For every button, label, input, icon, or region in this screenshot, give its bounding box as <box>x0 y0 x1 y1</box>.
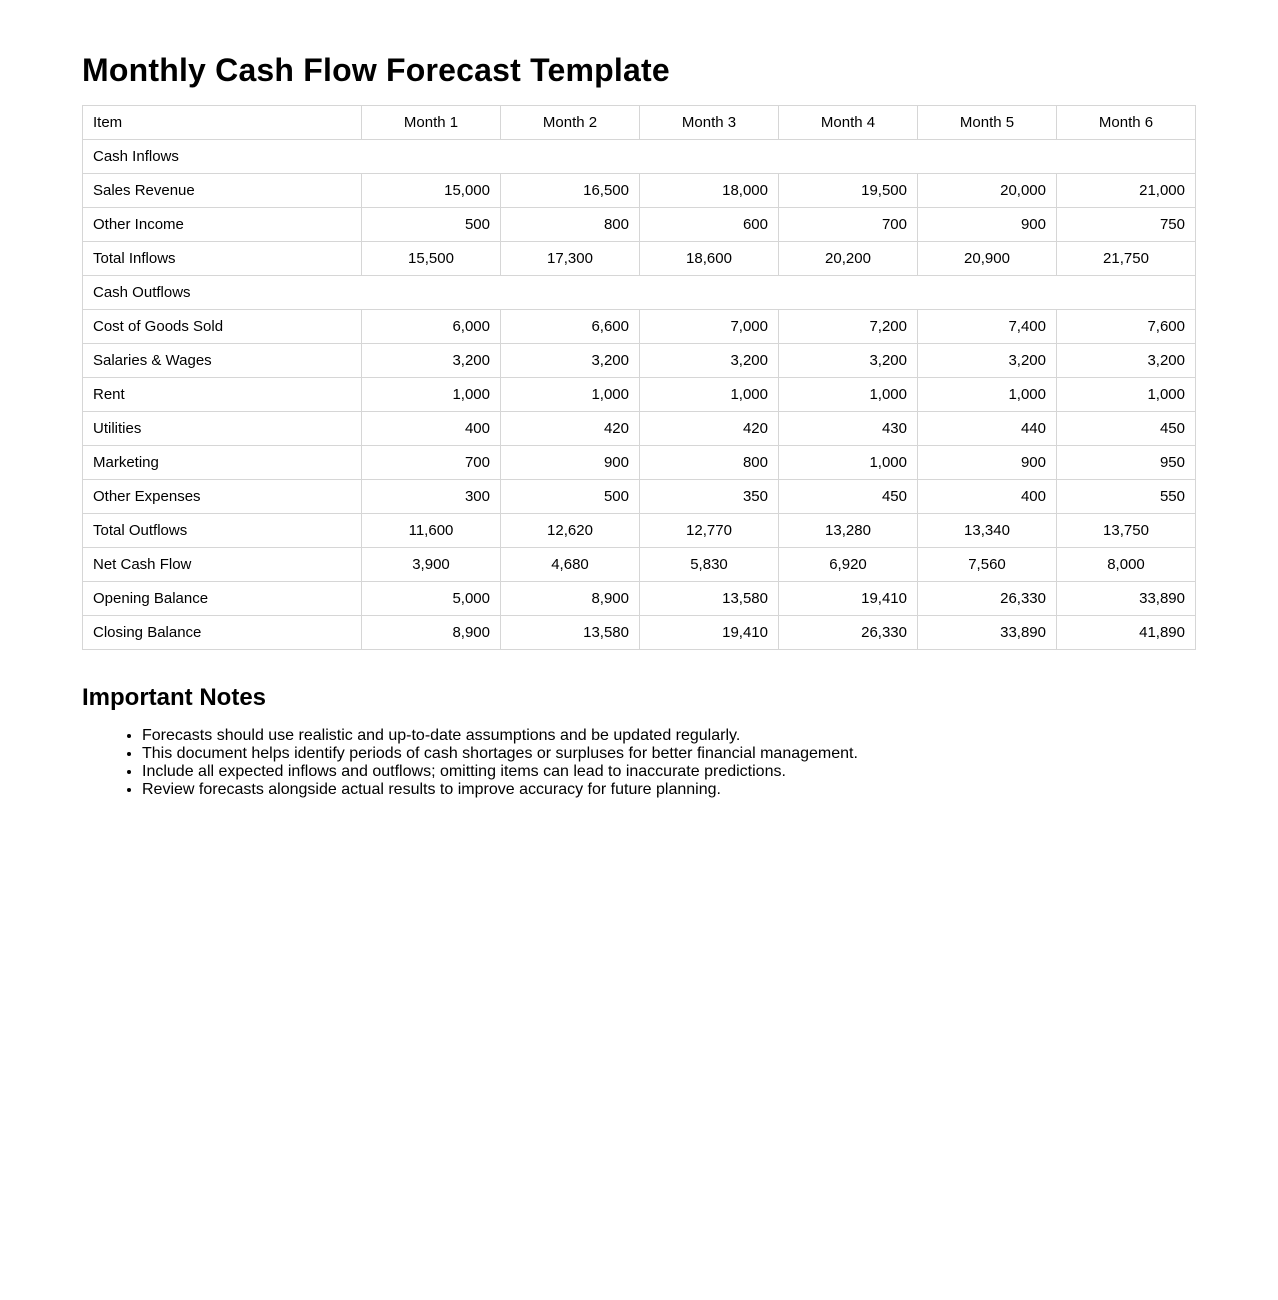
table-row <box>83 378 1196 412</box>
cell-month-3: 800 <box>640 446 779 480</box>
notes-list <box>82 727 1196 799</box>
note-item: • Forecasts should use realistic and up-to-date assumptions and be updated regularly. <box>142 727 1196 745</box>
cell-month-3: 13,580 <box>640 582 779 616</box>
section-label: Cash Inflows <box>83 140 1196 174</box>
row-label: Sales Revenue <box>83 174 362 208</box>
cell-month-2: 800 <box>501 208 640 242</box>
cell-month-5: 440 <box>918 412 1057 446</box>
cell-month-2: 8,900 <box>501 582 640 616</box>
cell-month-1: 700 <box>362 446 501 480</box>
row-label: Total Outflows <box>83 514 362 548</box>
cell-month-3: 19,410 <box>640 616 779 650</box>
cell-month-4: 1,000 <box>779 378 918 412</box>
cell-month-3: 18,600 <box>640 242 779 276</box>
cell-month-3: 5,830 <box>640 548 779 582</box>
cell-month-6: 41,890 <box>1057 616 1196 650</box>
cell-month-2: 4,680 <box>501 548 640 582</box>
cell-month-4: 430 <box>779 412 918 446</box>
document-page <box>82 0 1196 799</box>
section-row <box>83 140 1196 174</box>
cell-month-4: 3,200 <box>779 344 918 378</box>
column-header-month-4: Month 4 <box>779 106 918 140</box>
cell-month-6: 3,200 <box>1057 344 1196 378</box>
cell-month-4: 19,500 <box>779 174 918 208</box>
cell-month-6: 550 <box>1057 480 1196 514</box>
table-row <box>83 208 1196 242</box>
cell-month-6: 21,000 <box>1057 174 1196 208</box>
cell-month-1: 11,600 <box>362 514 501 548</box>
column-header-month-5: Month 5 <box>918 106 1057 140</box>
cell-month-1: 5,000 <box>362 582 501 616</box>
column-header-item: Item <box>83 106 362 140</box>
cell-month-6: 21,750 <box>1057 242 1196 276</box>
cell-month-3: 350 <box>640 480 779 514</box>
cell-month-1: 15,000 <box>362 174 501 208</box>
cell-month-5: 900 <box>918 446 1057 480</box>
cell-month-5: 1,000 <box>918 378 1057 412</box>
cell-month-3: 600 <box>640 208 779 242</box>
cell-month-1: 400 <box>362 412 501 446</box>
cell-month-4: 13,280 <box>779 514 918 548</box>
table-row <box>83 174 1196 208</box>
cell-month-2: 500 <box>501 480 640 514</box>
table-row <box>83 514 1196 548</box>
column-header-month-6: Month 6 <box>1057 106 1196 140</box>
table-row <box>83 242 1196 276</box>
cell-month-6: 8,000 <box>1057 548 1196 582</box>
table-row <box>83 548 1196 582</box>
table-row <box>83 446 1196 480</box>
cell-month-6: 1,000 <box>1057 378 1196 412</box>
column-header-month-2: Month 2 <box>501 106 640 140</box>
cell-month-2: 3,200 <box>501 344 640 378</box>
cell-month-2: 6,600 <box>501 310 640 344</box>
table-row <box>83 616 1196 650</box>
cell-month-4: 700 <box>779 208 918 242</box>
cell-month-6: 450 <box>1057 412 1196 446</box>
cash-flow-table <box>82 105 1196 650</box>
column-header-month-3: Month 3 <box>640 106 779 140</box>
note-item: • Include all expected inflows and outflows; omitting items can lead to inaccurate predictions. <box>142 763 1196 781</box>
cell-month-5: 3,200 <box>918 344 1057 378</box>
row-label: Other Expenses <box>83 480 362 514</box>
cell-month-1: 3,200 <box>362 344 501 378</box>
table-row <box>83 480 1196 514</box>
row-label: Total Inflows <box>83 242 362 276</box>
table-row <box>83 412 1196 446</box>
cell-month-3: 12,770 <box>640 514 779 548</box>
cell-month-3: 7,000 <box>640 310 779 344</box>
table-body <box>83 140 1196 650</box>
page-title: Monthly Cash Flow Forecast Template <box>82 52 670 88</box>
cell-month-2: 13,580 <box>501 616 640 650</box>
note-item: • This document helps identify periods of cash shortages or surpluses for better financial management. <box>142 745 1196 763</box>
table-row <box>83 344 1196 378</box>
cell-month-4: 7,200 <box>779 310 918 344</box>
cell-month-5: 33,890 <box>918 616 1057 650</box>
cell-month-2: 1,000 <box>501 378 640 412</box>
cell-month-2: 900 <box>501 446 640 480</box>
cell-month-3: 18,000 <box>640 174 779 208</box>
cell-month-2: 12,620 <box>501 514 640 548</box>
cell-month-1: 3,900 <box>362 548 501 582</box>
row-label: Opening Balance <box>83 582 362 616</box>
cell-month-5: 13,340 <box>918 514 1057 548</box>
cell-month-6: 33,890 <box>1057 582 1196 616</box>
cell-month-2: 17,300 <box>501 242 640 276</box>
cell-month-5: 20,900 <box>918 242 1057 276</box>
row-label: Utilities <box>83 412 362 446</box>
cell-month-1: 6,000 <box>362 310 501 344</box>
cell-month-5: 900 <box>918 208 1057 242</box>
cell-month-1: 500 <box>362 208 501 242</box>
cell-month-4: 20,200 <box>779 242 918 276</box>
cell-month-6: 950 <box>1057 446 1196 480</box>
cell-month-6: 750 <box>1057 208 1196 242</box>
cell-month-5: 7,560 <box>918 548 1057 582</box>
table-row <box>83 582 1196 616</box>
cell-month-4: 1,000 <box>779 446 918 480</box>
table-row <box>83 310 1196 344</box>
cell-month-3: 420 <box>640 412 779 446</box>
row-label: Rent <box>83 378 362 412</box>
cell-month-3: 3,200 <box>640 344 779 378</box>
cell-month-5: 26,330 <box>918 582 1057 616</box>
notes-heading: Important Notes <box>82 684 267 711</box>
cell-month-6: 7,600 <box>1057 310 1196 344</box>
note-item: • Review forecasts alongside actual results to improve accuracy for future planning. <box>142 781 1196 799</box>
cell-month-2: 420 <box>501 412 640 446</box>
cell-month-4: 19,410 <box>779 582 918 616</box>
cell-month-5: 20,000 <box>918 174 1057 208</box>
cell-month-3: 1,000 <box>640 378 779 412</box>
cell-month-1: 300 <box>362 480 501 514</box>
row-label: Closing Balance <box>83 616 362 650</box>
row-label: Marketing <box>83 446 362 480</box>
cell-month-4: 6,920 <box>779 548 918 582</box>
cell-month-1: 1,000 <box>362 378 501 412</box>
cell-month-1: 8,900 <box>362 616 501 650</box>
section-row <box>83 276 1196 310</box>
cell-month-6: 13,750 <box>1057 514 1196 548</box>
row-label: Net Cash Flow <box>83 548 362 582</box>
section-label: Cash Outflows <box>83 276 1196 310</box>
row-label: Salaries & Wages <box>83 344 362 378</box>
cell-month-5: 400 <box>918 480 1057 514</box>
cell-month-4: 450 <box>779 480 918 514</box>
row-label: Cost of Goods Sold <box>83 310 362 344</box>
cell-month-5: 7,400 <box>918 310 1057 344</box>
cell-month-2: 16,500 <box>501 174 640 208</box>
column-header-month-1: Month 1 <box>362 106 501 140</box>
cell-month-1: 15,500 <box>362 242 501 276</box>
row-label: Other Income <box>83 208 362 242</box>
cell-month-4: 26,330 <box>779 616 918 650</box>
table-header-row <box>83 106 1196 140</box>
